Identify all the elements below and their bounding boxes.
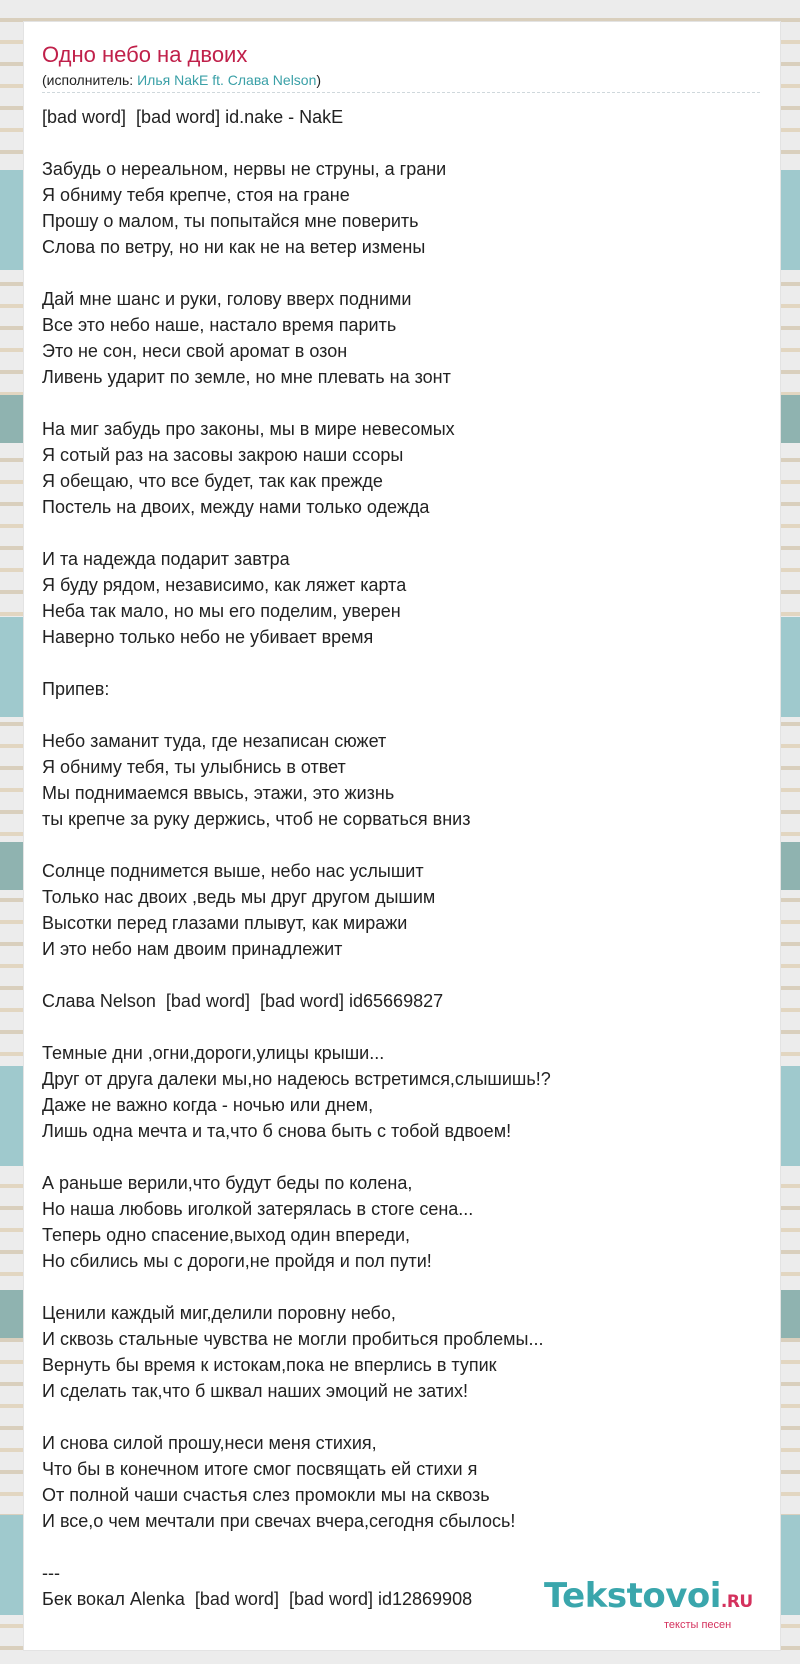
lyric-line: Ливень ударит по земле, но мне плевать на зонт: [42, 367, 451, 387]
lyric-line: И это небо нам двоим принадлежит: [42, 939, 343, 959]
lyric-line: Я обниму тебя крепче, стоя на гране: [42, 185, 350, 205]
lyric-line: От полной чаши счастья слез промокли мы на сквозь: [42, 1485, 490, 1505]
lyrics-card: [24, 22, 780, 1650]
lyric-line: Небо заманит туда, где незаписан сюжет: [42, 731, 387, 751]
site-logo[interactable]: [544, 1576, 753, 1616]
lyric-line: Вернуть бы время к истокам,пока не вперлись в тупик: [42, 1355, 497, 1375]
lyric-line: [42, 260, 762, 286]
lyric-line: Слова по ветру, но ни как не на ветер измены: [42, 237, 426, 257]
lyric-line: Прошу о малом, ты попытайся мне поверить: [42, 211, 419, 231]
lyric-line: [42, 1014, 762, 1040]
lyric-line: [42, 1144, 762, 1170]
lyric-line: Мы поднимаемся ввысь, этажи, это жизнь: [42, 783, 395, 803]
lyric-line: [42, 962, 762, 988]
lyric-line: Но наша любовь иголкой затерялась в стоге сена...: [42, 1199, 474, 1219]
lyric-line: Слава Nelson [bad word] [bad word] id65669827: [42, 991, 444, 1011]
lyric-line: Все это небо наше, настало время парить: [42, 315, 397, 335]
lyric-line: Неба так мало, но мы его поделим, уверен: [42, 601, 401, 621]
lyric-line: И сквозь стальные чувства не могли пробиться проблемы...: [42, 1329, 544, 1349]
logo-tld: .RU: [720, 1592, 753, 1612]
lyric-line: Даже не важно когда - ночью или днем,: [42, 1095, 374, 1115]
lyric-line: Я обещаю, что все будет, так как прежде: [42, 471, 383, 491]
lyric-line: [42, 1404, 762, 1430]
lyric-line: И та надежда подарит завтра: [42, 549, 290, 569]
song-title: Одно небо на двоих: [42, 42, 248, 67]
lyrics-text: [42, 104, 762, 1612]
lyric-line: Бек вокал Alenka [bad word] [bad word] id12869908: [42, 1589, 473, 1609]
lyric-line: [42, 520, 762, 546]
lyric-line: Наверно только небо не убивает время: [42, 627, 374, 647]
lyric-line: [42, 650, 762, 676]
lyric-line: [42, 832, 762, 858]
lyric-line: Я сотый раз на засовы закрою наши ссоры: [42, 445, 404, 465]
lyric-line: Темные дни ,огни,дороги,улицы крыши...: [42, 1043, 385, 1063]
lyric-line: ---: [42, 1563, 60, 1583]
lyric-line: [42, 130, 762, 156]
lyric-line: Только нас двоих ,ведь мы друг другом дышим: [42, 887, 436, 907]
lyric-line: [42, 1274, 762, 1300]
lyric-line: Припев:: [42, 679, 110, 699]
lyric-line: [bad word] [bad word] id.nake - NakE: [42, 107, 344, 127]
lyric-line: А раньше верили,что будут беды по колена,: [42, 1173, 413, 1193]
logo-tagline: тексты песен: [664, 1619, 732, 1631]
lyric-line: Постель на двоих, между нами только одежда: [42, 497, 430, 517]
artist-line: [42, 72, 321, 88]
lyric-line: На миг забудь про законы, мы в мире невесомых: [42, 419, 455, 439]
lyric-line: Высотки перед глазами плывут, как миражи: [42, 913, 408, 933]
artist-suffix: ): [316, 72, 322, 88]
lyric-line: И снова силой прошу,неси меня стихия,: [42, 1433, 377, 1453]
lyric-line: Теперь одно спасение,выход один впереди,: [42, 1225, 411, 1245]
artist-link[interactable]: Илья NakE ft. Слава Nelson: [137, 72, 317, 88]
lyric-line: Но сбились мы с дороги,не пройдя и пол пути!: [42, 1251, 432, 1271]
lyric-line: [42, 702, 762, 728]
lyric-line: [42, 390, 762, 416]
lyric-line: [42, 1534, 762, 1560]
lyric-line: Это не сон, неси свой аромат в озон: [42, 341, 348, 361]
lyric-line: ты крепче за руку держись, чтоб не сорваться вниз: [42, 809, 471, 829]
artist-prefix: (исполнитель:: [42, 72, 138, 88]
lyric-line: Ценили каждый миг,делили поровну небо,: [42, 1303, 396, 1323]
lyric-line: Я буду рядом, независимо, как ляжет карта: [42, 575, 407, 595]
lyric-line: И все,о чем мечтали при свечах вчера,сегодня сбылось!: [42, 1511, 516, 1531]
lyric-line: Солнце поднимется выше, небо нас услышит: [42, 861, 424, 881]
lyric-line: Я обниму тебя, ты улыбнись в ответ: [42, 757, 346, 777]
logo-name: Tekstovoi: [544, 1576, 721, 1616]
lyric-line: Забудь о нереальном, нервы не струны, а грани: [42, 159, 447, 179]
title-divider: [42, 92, 760, 93]
lyric-line: Что бы в конечном итоге смог посвящать ей стихи я: [42, 1459, 478, 1479]
lyric-line: Друг от друга далеки мы,но надеюсь встретимся,слышишь!?: [42, 1069, 551, 1089]
lyric-line: Лишь одна мечта и та,что б снова быть с тобой вдвоем!: [42, 1121, 512, 1141]
lyric-line: Дай мне шанс и руки, голову вверх подними: [42, 289, 412, 309]
lyric-line: И сделать так,что б шквал наших эмоций не затих!: [42, 1381, 469, 1401]
